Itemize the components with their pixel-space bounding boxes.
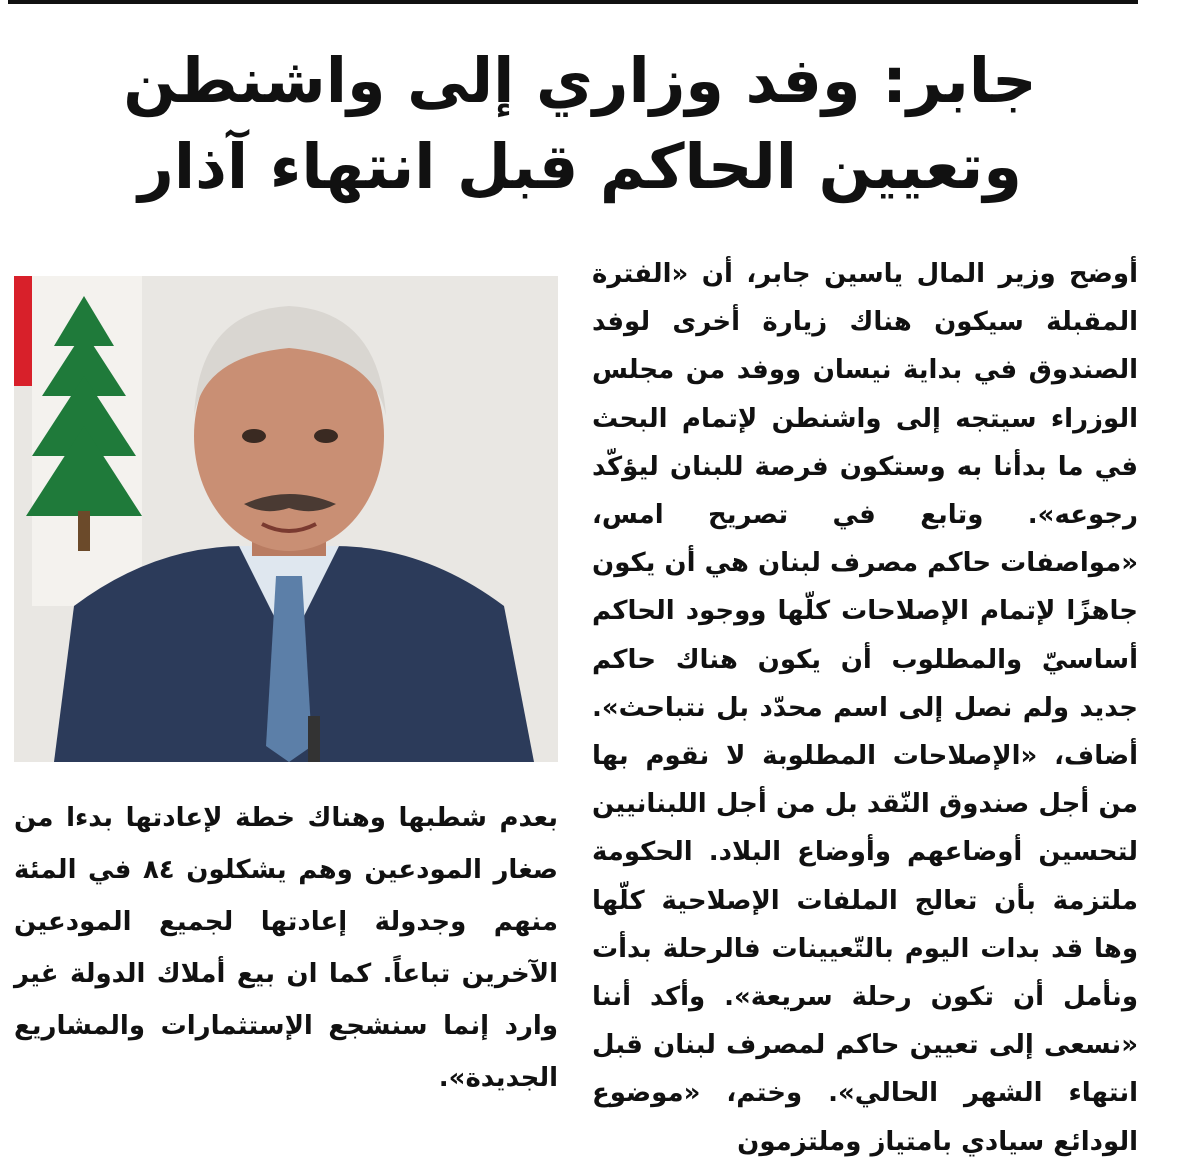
- headline: [20, 38, 1140, 210]
- body-column-right: [592, 250, 1138, 1166]
- body-column-left: [14, 792, 558, 1104]
- headline-line-2: وتعيين الحاكم قبل انتهاء آذار: [138, 130, 1022, 203]
- portrait-illustration: [14, 276, 558, 762]
- top-rule: [8, 0, 1138, 4]
- portrait-photo: [14, 276, 558, 762]
- body-text-right: أوضح وزير المال ياسين جابر، أن «الفترة المقبلة سيكون هناك زيارة أخرى لوفد الصندوق في بداية نيسان ووفد من مجلس الوزراء سيتجه إلى واشنطن لإتمام البحث في ما بدأنا به وستكون فرصة للبنان ليؤكّد رجوعه». وتابع في تصريح امس، «مواصفات حاكم مصرف لبنان هي أن يكون جاهزًا لإتمام الإصلاحات كلّها ووجود الحاكم أساسيّ والمطلوب أن يكون هناك حاكم جديد ولم نصل إلى اسم محدّد بل نتباحث». أضاف، «الإصلاحات المطلوبة لا نقوم بها من أجل صندوق النّقد بل من أجل اللبنانيين لتحسين أوضاعهم وأوضاع البلاد. الحكومة ملتزمة بأن تعالج الملفات الإصلاحية كلّها وها قد بدات اليوم بالتّعيينات فالرحلة بدأت ونأمل أن تكون رحلة سريعة». وأكد أننا «نسعى إلى تعيين حاكم لمصرف لبنان قبل انتهاء الشهر الحالي». وختم، «موضوع الودائع سيادي بامتياز وملتزمون: [592, 259, 1138, 1157]
- body-text-left: بعدم شطبها وهناك خطة لإعادتها بدءا من صغار المودعين وهم يشكلون ٨٤ في المئة منهم وجدولة إعادتها لجميع المودعين الآخرين تباعاً. كما ان بيع أملاك الدولة غير وارد إنما سنشجع الإستثمارات والمشاريع الجديدة».: [14, 803, 558, 1093]
- headline-line-1: جابر: وفد وزاري إلى واشنطن: [123, 44, 1037, 117]
